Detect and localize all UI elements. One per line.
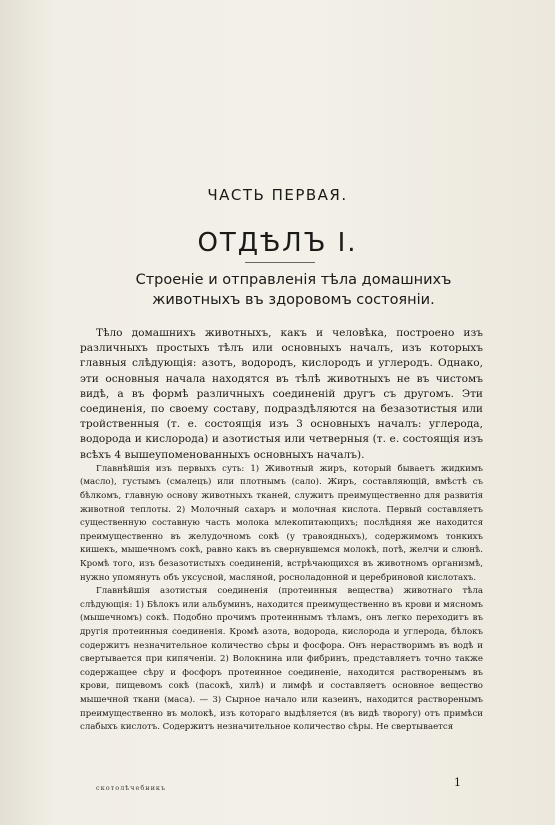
paragraph-non-nitrogen: Главнѣйшія изъ первыхъ суть: 1) Животный жиръ, который бываетъ жидкимъ (масло), густымъ (смалецъ) или плотнымъ (сало). Жиръ, составляющій, вмѣстѣ съ бѣлкомъ, главную основу животныхъ тканей, служитъ преимущественно для развитія животной теплоты. 2) Молочный сахаръ и молочная кислота. Первый составляетъ существенную составную часть молока млекопитающихъ; послѣдняя же находится преимущественно въ желудочномъ сокѣ (у травоядныхъ), содержимомъ тонкихъ кишекъ, мышечномъ сокѣ, равно какъ въ свернувшемся молокѣ, потѣ, желчи и слюнѣ. Кромѣ того, изъ безазотистыхъ соединеній, встрѣчающихся въ животномъ организмѣ, нужно упомянуть объ уксусной, масляной, росноладонной и церебриновой кислотахъ. <box>80 463 483 583</box>
paragraph-nitrogen: Главнѣйшія азотистыя соединенія (протеинныя вещества) животнаго тѣла слѣдующія: 1) Бѣлокъ или альбуминъ, находится преимущественно въ крови и мясномъ (мышечномъ) сокѣ. Подобно прочимъ протеиннымъ тѣламъ, онъ легко переходитъ въ другія протеинныя соединенія. Кромѣ азота, водорода, кислорода и углерода, бѣлокъ содержитъ незначительное количество сѣры и фосфора. Онъ нерастворимъ въ водѣ и свертывается при кипяченіи. 2) Волокнина или фибринъ, представляетъ точно также содержащее сѣру и фосфоръ протеинное соединеніе, находится растворенымъ въ крови, пищевомъ сокѣ (пасокѣ, хилѣ) и лимфѣ и составляетъ основное вещество мышечной ткани (маса). — 3) Сырное начало или казеинъ, находится растворенымъ преимущественно въ молокѣ, изъ котораго выдѣляется (въ видѣ творогу) отъ примѣси слабыхъ кислотъ. Содержитъ незначительное количество сѣры. Не свертывается <box>80 586 483 733</box>
section-title: ОТДѢЛЪ I. <box>197 228 358 258</box>
part-title: ЧАСТЬ ПЕРВАЯ. <box>207 186 348 204</box>
page-number: 1 <box>454 776 461 789</box>
section-subtitle: Строеніе и отправленія тѣла домашнихъ животныхъ въ здоровомъ состояніи. <box>135 272 452 308</box>
body-text <box>80 326 483 735</box>
footer-signature: скотолѣчебникъ <box>96 784 167 792</box>
title-rule <box>245 262 315 263</box>
paragraph-intro: Тѣло домашнихъ животныхъ, какъ и человѣка, построено изъ различныхъ простыхъ тѣлъ или основныхъ началъ, изъ которыхъ главныя слѣдующія: азотъ, водородъ, кислородъ и углеродъ. Однако, эти основныя начала находятся въ тѣлѣ животныхъ не въ чистомъ видѣ, а въ формѣ различныхъ соединеній другъ съ другомъ. Эти соединенія, по своему составу, подраздѣляются на безазотистыя или тройственныя (т. е. состоящія изъ 3 основныхъ началъ: углерода, водорода и кислорода) и азотистыя или четверныя (т. е. состоящія изъ всѣхъ 4 вышеупоменованныхъ основныхъ началъ). <box>80 327 483 461</box>
